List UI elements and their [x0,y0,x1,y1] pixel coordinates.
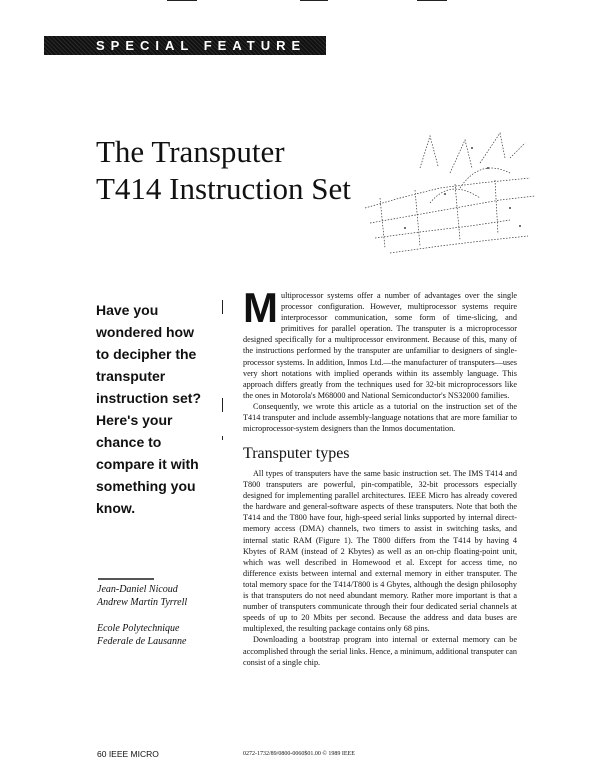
page-number: 60 IEEE MICRO [97,749,159,759]
pull-quote: Have you wondered how to decipher the transputer instruction set? Here's your chance to compare it with something you know. [96,302,202,516]
title-line-1: The Transputer [96,134,285,169]
gutter-mark-3 [222,436,223,440]
paragraph-4: Downloading a bootstrap program into internal or external memory can be accomplished through the serial links. Hence, a minimum, additional transputer can consist of a single chip. [243,635,517,667]
author-name-1: Jean-Daniel Nicoud [97,584,178,595]
title-line-2: T414 Instruction Set [96,171,351,206]
article-intro [243,284,517,434]
gutter-mark-1 [222,300,223,314]
article-title [96,133,351,207]
sketch-illustration [360,128,538,262]
special-feature-banner: SPECIAL FEATURE [44,36,326,55]
crop-mark-1 [167,0,197,1]
author-rule [98,578,154,580]
crop-mark-2 [300,0,328,1]
affiliation-line-2: Federale de Lausanne [97,635,187,647]
paragraph-2: Consequently, we wrote this article as a tutorial on the instruction set of the T414 transputer and include assembly-language notations that are more familiar to microprocessor-system designers than the Inmos documentation. [243,401,517,434]
gutter-mark-2 [222,398,223,412]
author-name-2: Andrew Martin Tyrrell [97,596,188,608]
crop-mark-3 [417,0,447,1]
paragraph-1: ultiprocessor systems offer a number of advantages over the single processor configuration. However, multiprocessor systems require interprocessor communication, some form of time-slicing, and primitives for parallel operation. The transputer is a microprocessor designed specifically for a multiprocessor environment. Because of this, many of the instructions performed by the transputer are unfamiliar to designers of single-processor systems. In addition, Inmos Ltd.—the manufacturer of transputers—uses very short notations with implied operands within its assembly language. This approach differs greatly from the techniques used for 32-bit microprocessors like the ones in Motorola's M68000 and National Semiconductor's NS32000 families. [243,291,517,400]
article-section [243,468,517,668]
affiliation-line-1: Ecole Polytechnique [97,623,180,634]
drop-cap: M [243,284,278,331]
author-block [97,584,187,648]
section-heading: Transputer types [243,445,350,462]
copyright-code: 0272-1732/89/0800-0060$01.00 © 1989 IEEE [243,751,355,757]
paragraph-3: All types of transputers have the same basic instruction set. The IMS T414 and T800 transputers are powerful, pin-compatible, 32-bit processors especially designed for implementing parallel architectures. IEEE Micro has already covered the hardware and general-software aspects of these transputers. Note that both the T414 and the T800 have four, high-speed serial links supported by internal direct-memory access (DMA) channels, two timers to assist in switching tasks, and internal static RAM (Figure 1). The T800 differs from the T414 by having 4 Kbytes of RAM (instead of 2 Kbytes) as well as an on-chip floating-point unit, which was well described in Homewood et al. Except for access time, no difference exists between internal and external memory in either transputer. The total memory space for the T414/T800 is 4 Gbytes, although the design philosophy is that transputers do not need abundant memory. Rather more important is that a number of transputers communicate through their four dedicated serial channels at speeds of up to 20 Mbits per second. Because the address and data buses are multiplexed, the resulting package contains only 68 pins. [243,469,517,634]
